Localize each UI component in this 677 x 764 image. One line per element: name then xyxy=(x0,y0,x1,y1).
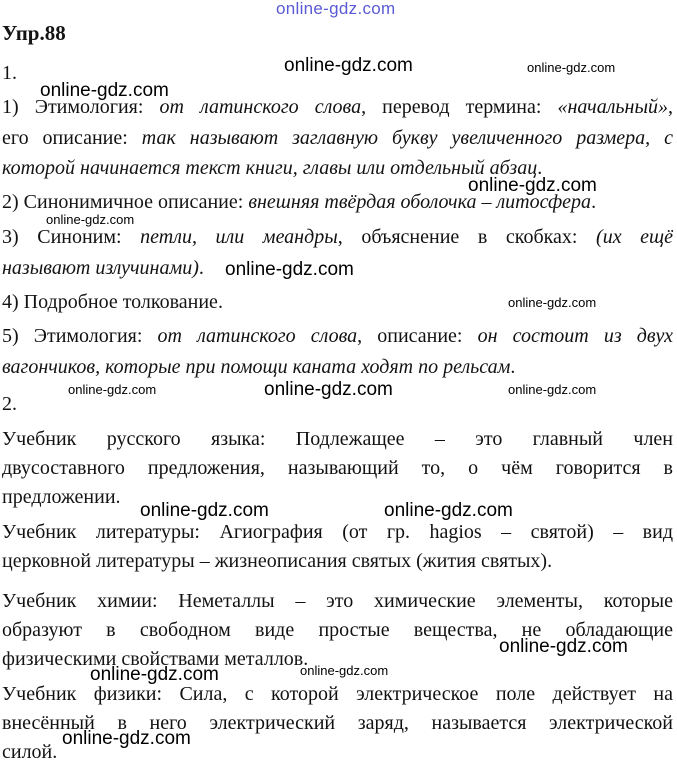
watermark-label: online-gdz.com xyxy=(508,382,597,397)
watermark-label: online-gdz.com xyxy=(508,295,597,310)
russian-line1: Учебник русского языка: Подлежащее – это главный член xyxy=(2,428,673,450)
chemistry-line3: физическими свойствами металлов. xyxy=(2,648,309,670)
part1-item3-line1: 3) Синоним: петли, или меандры, объяснение в скобках: (их ещё xyxy=(2,226,674,248)
watermark-label: online-gdz.com xyxy=(40,80,169,101)
part1-item2: 2) Синонимичное описание: внешняя твёрдая оболочка – литосфера. xyxy=(2,191,597,213)
chemistry-line1: Учебник химии: Неметаллы – это химические элементы, которые xyxy=(2,590,673,612)
watermark-top: online-gdz.com xyxy=(276,0,396,18)
physics-line1: Учебник физики: Сила, с которой электрическое поле действует на xyxy=(2,683,673,705)
part1-number: 1. xyxy=(2,62,17,84)
watermark-label: online-gdz.com xyxy=(140,500,269,521)
watermark-label: online-gdz.com xyxy=(384,500,513,521)
watermark-label: online-gdz.com xyxy=(68,382,157,397)
watermark-label: online-gdz.com xyxy=(46,212,135,227)
watermark-label: online-gdz.com xyxy=(90,664,219,685)
part1-item3-line2: называют излучинами). xyxy=(2,257,204,279)
part1-item1-line1: 1) Этимология: от латинского слова, перевод термина: «начальный», xyxy=(2,96,673,118)
watermark-label: online-gdz.com xyxy=(527,60,616,75)
watermark-label: online-gdz.com xyxy=(499,636,628,657)
russian-line2: двусоставного предложения, называющий то, о чём говорится в xyxy=(2,457,673,479)
part1-item1-line3: которой начинается текст книги, главы или отдельный абзац. xyxy=(2,157,543,179)
watermark-label: online-gdz.com xyxy=(300,663,389,678)
watermark-label: online-gdz.com xyxy=(468,175,597,196)
literature-line1: Учебник литературы: Агиография (от гр. hagios – святой) – вид xyxy=(2,521,673,543)
part1-item5-line1: 5) Этимология: от латинского слова, описание: он состоит из двух xyxy=(2,325,674,347)
watermark-label: online-gdz.com xyxy=(225,259,354,280)
literature-line2: церковной литературы – жизнеописания святых (жития святых). xyxy=(2,550,553,572)
physics-line3: силой. xyxy=(2,741,58,763)
watermark-label: online-gdz.com xyxy=(62,728,191,749)
part2-number: 2. xyxy=(2,393,17,415)
part1-item4: 4) Подробное толкование. xyxy=(2,291,223,313)
russian-line3: предложении. xyxy=(2,486,121,508)
watermark-label: online-gdz.com xyxy=(264,379,393,400)
physics-line2: внесённый в него электрический заряд, называется электрической xyxy=(2,712,673,734)
part1-item1-line2: его описание: так называют заглавную букву увеличенного размера, с xyxy=(2,127,673,149)
exercise-title: Упр.88 xyxy=(2,21,66,45)
watermark-label: online-gdz.com xyxy=(284,55,413,76)
chemistry-line2: образуют в свободном виде простые вещества, не обладающие xyxy=(2,619,673,641)
part1-item5-line2: вагончиков, которые при помощи каната ходят по рельсам. xyxy=(2,356,516,378)
